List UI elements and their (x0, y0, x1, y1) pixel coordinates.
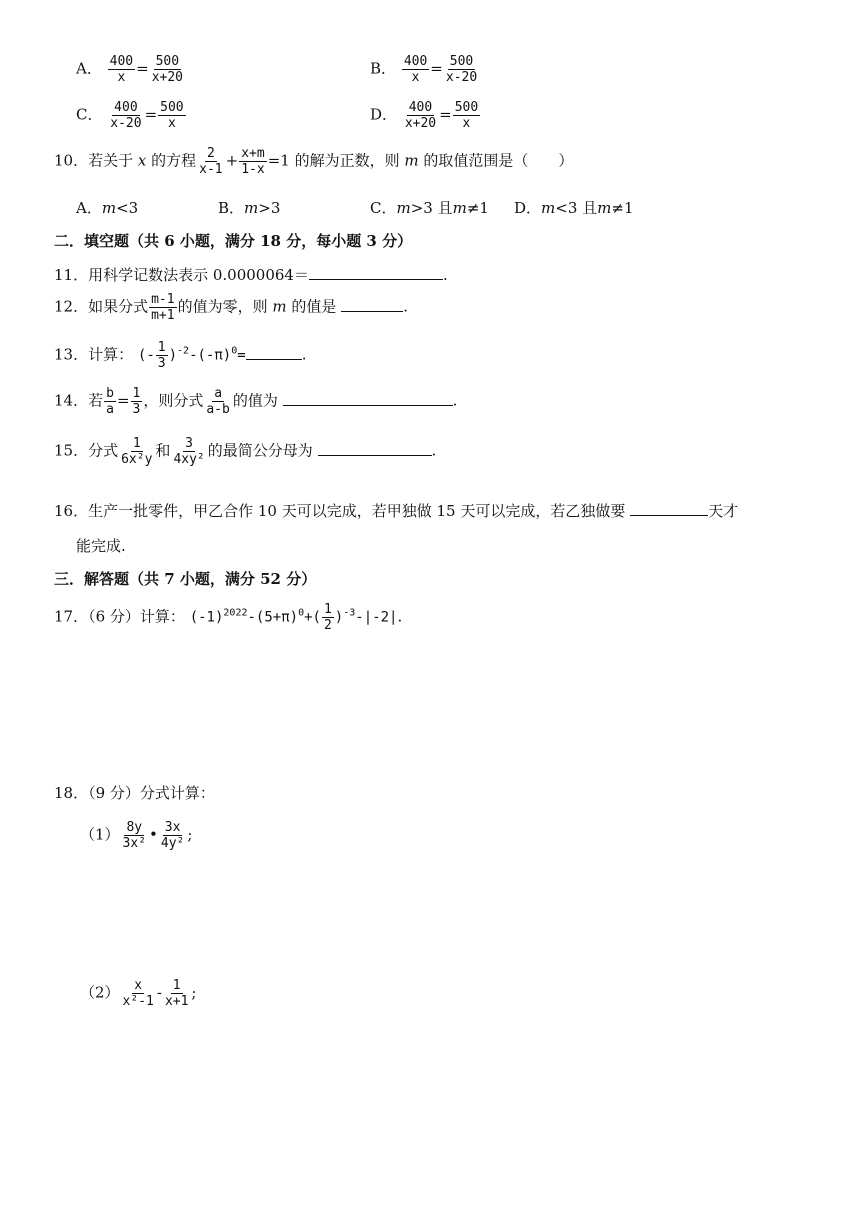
question-text: 的值是 (291, 297, 337, 316)
fraction (444, 54, 479, 85)
equals: = (136, 59, 149, 78)
option-label: B． (218, 199, 245, 217)
question-number: 12． (54, 297, 89, 316)
question-17 (54, 602, 402, 633)
numerator: 1 (323, 602, 332, 617)
option-label: C． (76, 105, 103, 124)
math-text: ) (334, 609, 344, 626)
question-text: 天才 (708, 502, 739, 520)
denominator: x (462, 116, 471, 131)
denominator: x²-1 (122, 994, 154, 1009)
question-14 (54, 386, 457, 417)
q10-option-c (370, 197, 489, 218)
denominator: x+1 (164, 994, 189, 1009)
period: . (301, 345, 307, 364)
fraction (239, 146, 266, 177)
fraction (121, 978, 156, 1009)
question-12 (54, 292, 408, 323)
fraction (403, 100, 438, 131)
variable: m (452, 199, 467, 217)
denominator: 6x²y (121, 452, 153, 467)
numerator: 1 (172, 978, 181, 993)
answer-blank[interactable] (341, 296, 403, 312)
fraction (150, 54, 185, 85)
option-label: A． (76, 199, 102, 217)
exponent: 0 (231, 345, 238, 357)
operator: • (149, 825, 158, 844)
numerator: 1 (157, 340, 166, 355)
numerator: 500 (155, 54, 180, 69)
denominator: 4y² (160, 836, 185, 851)
option-label: D． (514, 199, 542, 217)
punctuation: ; (191, 983, 197, 1002)
numerator: 400 (403, 54, 428, 69)
numerator: x+m (241, 146, 265, 161)
variable: x (137, 151, 147, 170)
math-text: -(5+π) (247, 609, 299, 626)
question-text: 的方程 (151, 151, 197, 170)
fraction (121, 820, 148, 851)
question-text: 和 (155, 441, 171, 460)
part-label: （2） (80, 983, 120, 1002)
fraction (163, 978, 190, 1009)
question-number: 14． (54, 391, 89, 410)
numerator: 500 (449, 54, 474, 69)
numerator: m-1 (151, 292, 175, 307)
period: . (442, 266, 448, 284)
question-text: 分式 (88, 441, 119, 460)
denominator: 3 (157, 356, 166, 371)
denominator: 1-x (241, 162, 265, 177)
math-text: = (237, 347, 246, 364)
numerator: 3 (185, 436, 193, 451)
denominator: x+20 (151, 70, 183, 85)
question-16 (54, 500, 738, 521)
question-text: 如果分式 (88, 297, 149, 316)
question-text: 的值为零，则 (177, 297, 268, 316)
fraction (156, 340, 168, 371)
math-text: +( (304, 609, 321, 626)
denominator: x-20 (445, 70, 478, 85)
question-18-part-1 (80, 820, 192, 851)
question-text: 计算： (88, 345, 134, 364)
denominator: x (167, 116, 176, 131)
numerator: a (214, 386, 223, 401)
fraction (104, 386, 116, 417)
option-label: D． (370, 105, 398, 124)
numerator: 2 (206, 146, 215, 161)
denominator: x-1 (199, 162, 223, 177)
variable: m (272, 297, 287, 316)
q10-option-d (514, 197, 634, 218)
option-label: C． (370, 199, 397, 217)
denominator: 3x² (122, 836, 147, 851)
denominator: x (117, 70, 126, 85)
option-text: ≠1 (611, 199, 634, 217)
denominator: a (106, 402, 114, 417)
numerator: 400 (109, 54, 134, 69)
fraction (149, 292, 176, 323)
question-11 (54, 264, 448, 285)
option-text: >3 (258, 199, 281, 217)
numerator: 3x (164, 820, 181, 835)
fraction (204, 386, 231, 417)
fraction (402, 54, 429, 85)
period: . (403, 297, 408, 316)
period: . (431, 441, 437, 460)
question-number: 13． (54, 345, 89, 364)
equals: = (439, 105, 452, 124)
question-number: 16． (54, 502, 89, 520)
q9-option-c (76, 100, 187, 131)
punctuation: ; (187, 825, 193, 844)
q9-option-d (370, 100, 481, 131)
question-text: 的最简公分母为 (207, 441, 313, 460)
question-13 (54, 340, 306, 371)
fraction (453, 100, 480, 131)
option-text: ≠1 (466, 199, 489, 217)
variable: m (404, 151, 419, 170)
question-text: 生产一批零件，甲乙合作 10 天可以完成，若甲独做 15 天可以完成，若乙独做要 (88, 502, 626, 520)
exponent: 2022 (223, 607, 248, 619)
numerator: 400 (114, 100, 138, 115)
section-2-title: 二．填空题（共 6 小题，满分 18 分，每小题 3 分） (54, 232, 413, 250)
q9-option-b (370, 54, 480, 85)
numerator: 500 (160, 100, 184, 115)
equals: = (144, 105, 158, 124)
question-number: 11． (54, 266, 89, 284)
math-text: (- (137, 347, 155, 364)
period: . (452, 391, 458, 410)
equals: = (116, 391, 130, 410)
question-text: ，则分式 (143, 391, 204, 410)
question-text: （9 分）分式计算： (88, 784, 215, 802)
question-number: 18． (54, 784, 89, 802)
denominator: 2 (323, 618, 332, 633)
denominator: x-20 (110, 116, 142, 131)
answer-blank[interactable] (283, 390, 453, 406)
question-text: 若 (88, 391, 104, 410)
variable: m (541, 199, 556, 217)
option-text: <3 (116, 199, 139, 217)
question-text: 用科学记数法表示 0.0000064＝ (88, 266, 309, 284)
fraction (171, 436, 206, 467)
operator: + (225, 151, 239, 170)
question-text: 的值为 (232, 391, 278, 410)
question-15 (54, 436, 436, 467)
numerator: b (106, 386, 114, 401)
question-number: 15． (54, 441, 89, 460)
question-16-line-2: 能完成. (76, 537, 126, 555)
numerator: 500 (454, 100, 479, 115)
answer-blank[interactable] (309, 264, 443, 280)
section-3-title: 三．解答题（共 7 小题，满分 52 分） (54, 570, 317, 588)
question-18 (54, 782, 215, 803)
variable: m (597, 199, 612, 217)
numerator: 8y (126, 820, 143, 835)
answer-blank[interactable] (318, 440, 432, 456)
question-text: =1 的解为正数，则 (267, 151, 400, 170)
variable: m (101, 199, 117, 217)
exponent: 0 (298, 607, 305, 619)
denominator: x+20 (404, 116, 437, 131)
question-18-part-2 (80, 978, 196, 1009)
period: . (397, 607, 403, 626)
question-10 (54, 146, 573, 177)
fraction (322, 602, 334, 633)
answer-blank[interactable] (630, 500, 708, 516)
numerator: 1 (132, 436, 141, 451)
operator: - (156, 983, 162, 1002)
option-label: A． (76, 59, 102, 78)
q9-option-a (76, 54, 186, 85)
question-text: （6 分）计算： (88, 607, 185, 626)
q10-option-a (76, 197, 138, 218)
fraction (159, 820, 186, 851)
math-text: -|-2| (355, 609, 398, 626)
question-number: 10． (54, 151, 89, 170)
answer-blank[interactable] (246, 344, 302, 360)
exponent: -2 (177, 345, 190, 357)
numerator: 1 (132, 386, 141, 401)
question-text: 若关于 (88, 151, 134, 170)
fraction (108, 100, 143, 131)
denominator: m+1 (151, 308, 175, 323)
fraction (108, 54, 135, 85)
fraction (158, 100, 185, 131)
fraction (131, 386, 143, 417)
math-text: ) (168, 347, 178, 364)
math-text: -(-π) (189, 347, 232, 364)
equals: = (430, 59, 443, 78)
fraction (197, 146, 224, 177)
denominator: 4xy² (173, 452, 205, 467)
option-label: B． (370, 59, 397, 78)
exponent: -3 (343, 607, 356, 619)
numerator: x (134, 978, 143, 993)
question-text: 的取值范围是（ ） (423, 151, 574, 170)
variable: m (396, 199, 411, 217)
q10-option-b (218, 197, 280, 218)
math-text: (-1) (189, 609, 224, 626)
part-label: （1） (80, 825, 120, 844)
numerator: 400 (408, 100, 433, 115)
denominator: a-b (206, 402, 230, 417)
variable: m (244, 199, 259, 217)
denominator: x (411, 70, 420, 85)
option-text: <3 且 (555, 199, 598, 217)
fraction (119, 436, 154, 467)
denominator: 3 (132, 402, 141, 417)
question-number: 17． (54, 607, 89, 626)
option-text: >3 且 (410, 199, 453, 217)
